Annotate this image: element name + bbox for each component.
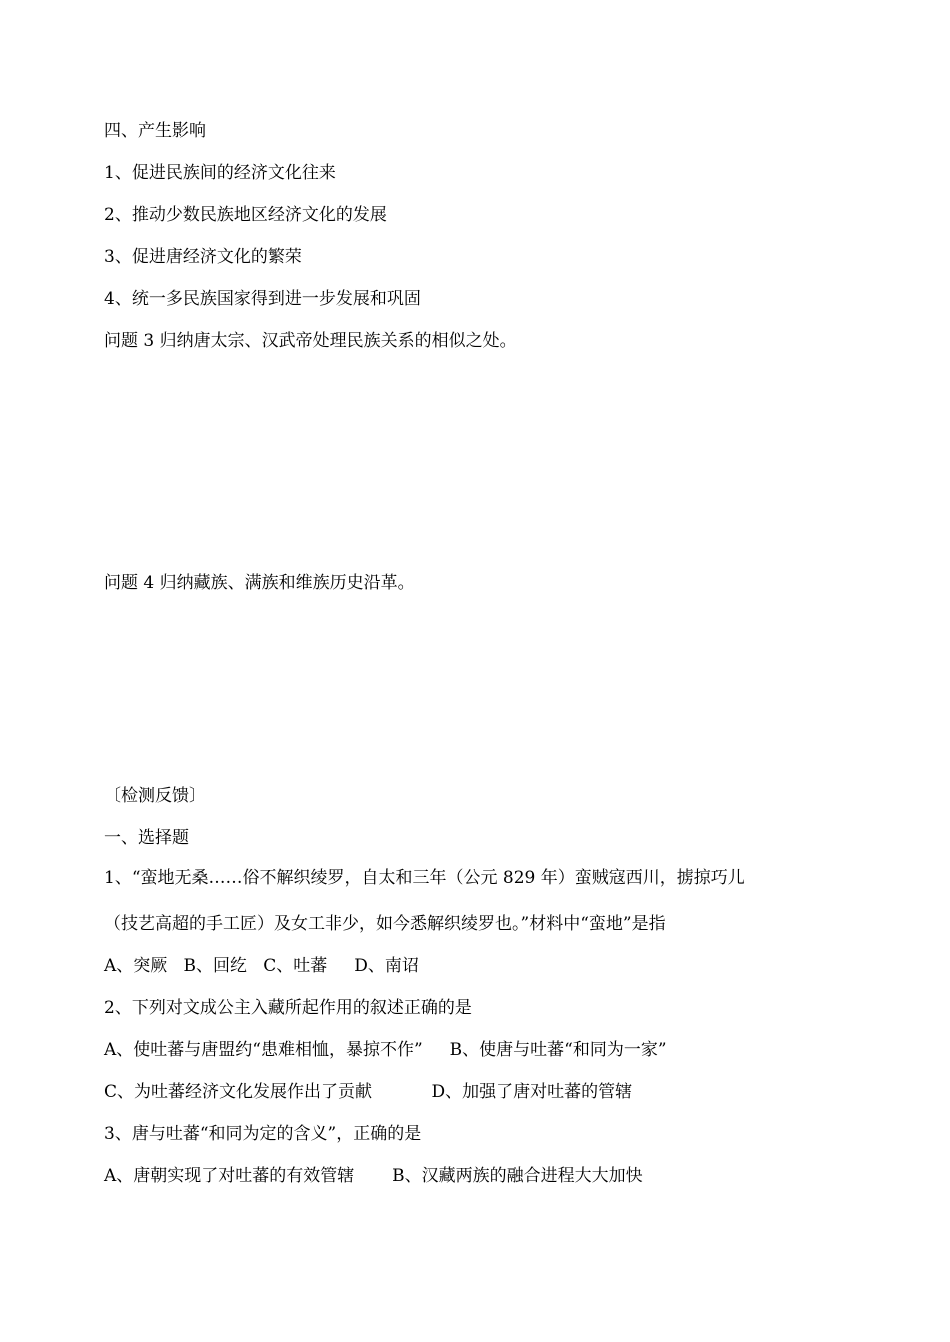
question-4: 问题 4 归纳藏族、满族和维族历史沿革。 (104, 573, 415, 593)
list-item: 1、促进民族间的经济文化往来 (104, 163, 336, 183)
mc2-stem: 2、下列对文成公主入藏所起作用的叙述正确的是 (104, 998, 472, 1018)
mc3-options-line1: A、唐朝实现了对吐蕃的有效管辖 B、汉藏两族的融合进程大大加快 (104, 1166, 643, 1186)
list-item: 4、统一多民族国家得到进一步发展和巩固 (104, 289, 421, 309)
mc1-options: A、突厥 B、回纥 C、吐蕃 D、南诏 (104, 956, 419, 976)
mc1-stem-line1: 1、“蛮地无桑……俗不解织绫罗，自太和三年（公元 829 年）蛮贼寇西川，掳掠巧儿 (104, 868, 745, 888)
section-heading: 四、产生影响 (104, 121, 206, 141)
list-item: 2、推动少数民族地区经济文化的发展 (104, 205, 387, 225)
part-heading: 一、选择题 (104, 828, 189, 848)
mc2-options-line1: A、使吐蕃与唐盟约“患难相恤，暴掠不作” B、使唐与吐蕃“和同为一家” (104, 1040, 667, 1060)
mc3-stem: 3、唐与吐蕃“和同为定的含义”，正确的是 (104, 1124, 422, 1144)
question-3: 问题 3 归纳唐太宗、汉武帝处理民族关系的相似之处。 (104, 331, 517, 351)
mc2-options-line2: C、为吐蕃经济文化发展作出了贡献 D、加强了唐对吐蕃的管辖 (104, 1082, 633, 1102)
feedback-heading: 〔检测反馈〕 (104, 786, 206, 806)
mc1-stem-line2: （技艺高超的手工匠）及女工非少，如今悉解织绫罗也。”材料中“蛮地”是指 (104, 914, 666, 934)
list-item: 3、促进唐经济文化的繁荣 (104, 247, 302, 267)
